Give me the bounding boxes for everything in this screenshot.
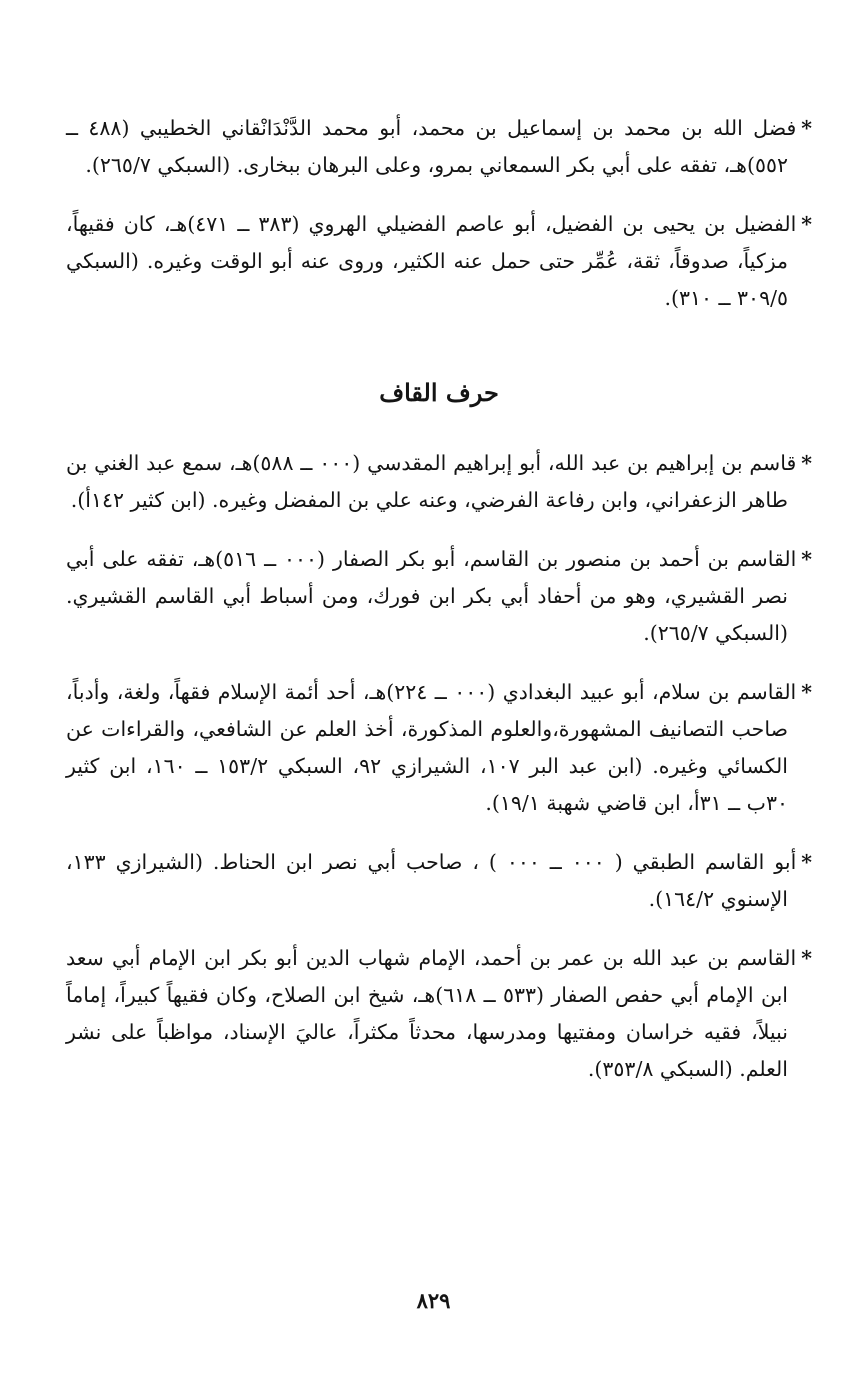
page-number: ٨٢٩ xyxy=(416,1288,451,1313)
biography-entry xyxy=(66,674,812,822)
biography-entry xyxy=(66,445,812,519)
entry-marker: * xyxy=(801,547,812,571)
biography-entry xyxy=(66,206,812,317)
entry-text: القاسم بن عبد الله بن عمر بن أحمد، الإمام شهاب الدين أبو بكر ابن الإمام أبي سعد ابن الإمام أبي حفص الصفار (٥٣٣ ــ ٦١٨)هـ، شيخ ابن الصلاح، وكان فقيهاً كبيراً، إماماً نبيلاً، فقيه خراسان ومفتيها ومدرسها، محدثاً مكثراً، عاليَ الإسناد، مواظباً على نشر العلم. (السبكي ٣٥٣/٨). xyxy=(66,946,797,1081)
entry-marker: * xyxy=(801,451,813,475)
entry-text: أبو القاسم الطبقي ( ٠٠٠ ــ ٠٠٠ ) ، صاحب أبي نصر ابن الحناط. (الشيرازي ١٣٣، الإسنوي ١٦٤/٢). xyxy=(66,850,797,911)
entry-text: قاسم بن إبراهيم بن عبد الله، أبو إبراهيم المقدسي (٠٠٠ ــ ٥٨٨)هـ، سمع عبد الغني بن طاهر الزعفراني، وابن رفاعة الفرضي، وعنه علي بن المفضل وغيره. (ابن كثير ١٤٢أ). xyxy=(66,451,797,512)
entry-marker: * xyxy=(801,212,812,236)
entry-text: القاسم بن سلام، أبو عبيد البغدادي (٠٠٠ ــ ٢٢٤)هـ، أحد أئمة الإسلام فقهاً، ولغة، وأدباً، صاحب التصانيف المشهورة،والعلوم المذكورة، أخذ العلم عن الشافعي، والقراءات عن الكسائي وغيره. (ابن عبد البر ١٠٧، الشيرازي ٩٢، السبكي ١٥٣/٢ ــ ١٦٠، ابن كثير ٣٠ب ــ ٣١أ، ابن قاضي شهبة ١٩/١). xyxy=(66,680,797,815)
page-body xyxy=(66,110,812,1088)
section-heading: حرف القاف xyxy=(379,378,499,407)
entry-marker: * xyxy=(801,116,813,140)
biography-entry xyxy=(66,541,812,652)
entry-text: القاسم بن أحمد بن منصور بن القاسم، أبو بكر الصفار (٠٠٠ ــ ٥١٦)هـ، تفقه على أبي نصر القشيري، وهو من أحفاد أبي بكر ابن فورك، ومن أسباط أبي القاسم القشيري. (السبكي ٢٦٥/٧). xyxy=(66,547,797,645)
entry-marker: * xyxy=(801,946,812,970)
biography-entry xyxy=(66,844,812,918)
entry-marker: * xyxy=(801,850,813,874)
entry-marker: * xyxy=(801,680,812,704)
biography-entry xyxy=(66,110,812,184)
biography-entry xyxy=(66,940,812,1088)
entry-text: الفضيل بن يحيى بن الفضيل، أبو عاصم الفضيلي الهروي (٣٨٣ ــ ٤٧١)هـ، كان فقيهاً، مزكياً، صدوقاً، ثقة، عُمِّر حتى حمل عنه الكثير، وروى عنه أبو الوقت وغيره. (السبكي ٣٠٩/٥ ــ ٣١٠). xyxy=(66,212,797,310)
entry-text: فضل الله بن محمد بن إسماعيل بن محمد، أبو محمد الدَّنْدَانْقاني الخطيبي (٤٨٨ ــ ٥٥٢)هـ، تفقه على أبي بكر السمعاني بمرو، وعلى البرهان ببخارى. (السبكي ٢٦٥/٧). xyxy=(66,116,797,177)
